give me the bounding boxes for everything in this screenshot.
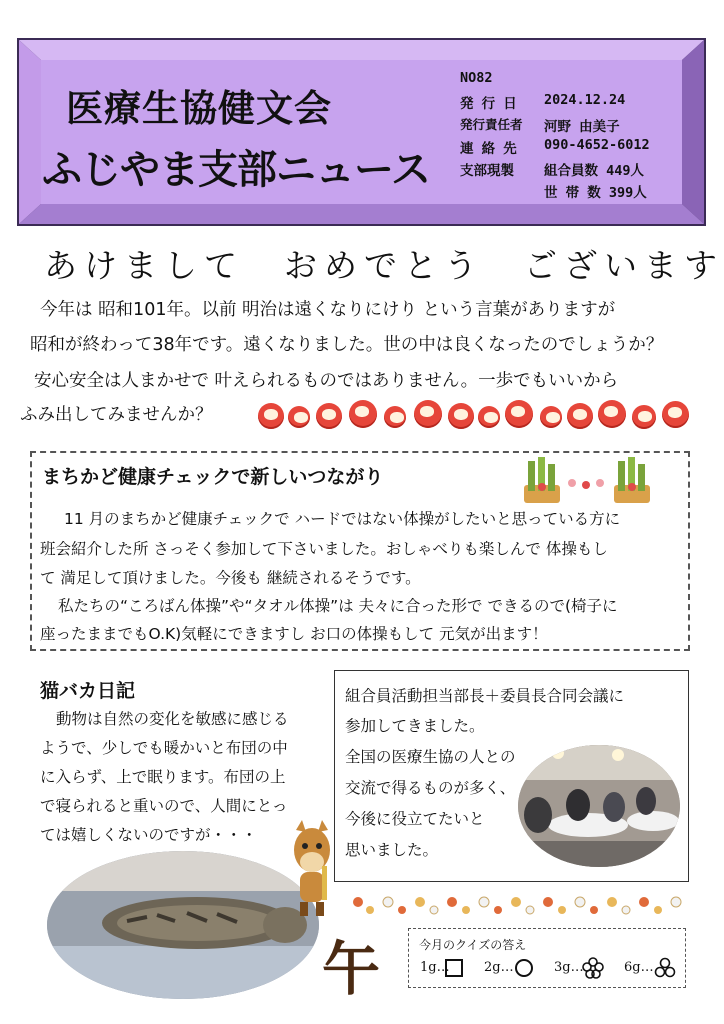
cat-diary-line: で寝られると重いので、人間にとっ xyxy=(40,797,288,815)
health-check-line: 私たちの“ころばん体操”や“タオル体操”は 夫々に合った形で できるので(椅子に xyxy=(58,597,618,615)
daruma-icon xyxy=(384,406,406,428)
cat-diary-title: 猫バカ日記 xyxy=(40,680,136,702)
daruma-icon xyxy=(662,401,689,428)
health-check-line: て 満足して頂けました。今後も 継続されるそうです。 xyxy=(40,569,421,587)
daruma-icon xyxy=(540,406,562,428)
editor-value: 河野 由美子 xyxy=(544,119,620,135)
daruma-icon xyxy=(414,400,442,428)
daruma-icon xyxy=(316,403,342,429)
health-check-line: 座ったままでもO.K)気軽にできますし お口の体操もして 元気が出ます！ xyxy=(40,625,548,643)
horse-kanji: 午 xyxy=(322,935,381,1003)
cat-diary-line: ては嬉しくないのですが・・・ xyxy=(40,826,258,844)
greeting-line: ふみ出してみませんか？ xyxy=(20,405,213,425)
greeting-line: 安心安全は人まかせで 叶えられるものではありません。一歩でもいいから xyxy=(34,371,619,391)
daruma-icon xyxy=(478,406,500,428)
meeting-line: 思いました。 xyxy=(345,841,439,859)
cat-photo xyxy=(47,851,319,999)
newsletter-title-line2: ふじやま支部ニュース xyxy=(42,147,430,193)
circle-icon xyxy=(514,958,534,978)
date-label: 発 行 日 xyxy=(460,96,517,112)
horse-mascot-icon xyxy=(282,820,342,920)
daruma-icon xyxy=(598,400,626,428)
contact-label: 連 絡 先 xyxy=(460,141,517,157)
kadomatsu-icon xyxy=(514,455,684,507)
trefoil-icon xyxy=(654,957,676,979)
newsletter-title-line1: 医療生協健文会 xyxy=(66,87,332,130)
editor-label: 発行責任者 xyxy=(460,117,523,132)
meeting-line: 組合員活動担当部長＋委員長合同会議に xyxy=(345,687,625,705)
meeting-photo xyxy=(518,745,680,867)
greeting-line: 今年は 昭和101年。以前 明治は遠くなりにけり という言葉がありますが xyxy=(40,300,616,320)
daruma-icon xyxy=(288,406,310,428)
meeting-line: 交流で得るものが多く、 xyxy=(345,779,516,797)
daruma-icon xyxy=(505,400,533,428)
quiz-title: 今月のクイズの答え xyxy=(419,938,527,952)
greeting-line: 昭和が終わって38年です。遠くなりました。世の中は良くなったのでしょうか？ xyxy=(30,335,664,355)
status-label: 支部現製 xyxy=(460,163,514,179)
quiz-answer-label: 6g… xyxy=(624,960,654,975)
quiz-answer-label: 2g… xyxy=(484,960,514,975)
health-check-line: 班会紹介した所 さっそく参加して下さいました。おしゃべりも楽しんで 体操もし xyxy=(40,540,608,558)
flower-icon xyxy=(582,957,604,979)
members-count: 組合員数 449人 xyxy=(544,163,645,179)
flower-border-decoration xyxy=(348,894,688,918)
daruma-icon xyxy=(632,405,656,429)
health-check-line: 11 月のまちかど健康チェックで ハードではない体操がしたいと思っている方に xyxy=(64,510,621,528)
cat-diary-line: に入らず、上で眠ります。布団の上 xyxy=(40,768,286,786)
cat-diary-line: ようで、少しでも暖かいと布団の中 xyxy=(40,739,288,757)
daruma-icon xyxy=(349,400,377,428)
daruma-icon xyxy=(258,403,284,429)
meeting-line: 全国の医療生協の人との xyxy=(345,748,516,766)
issue-number: NO82 xyxy=(460,70,493,86)
daruma-icon xyxy=(567,403,593,429)
meeting-line: 今後に役立てたいと xyxy=(345,810,485,828)
new-year-greeting: あけまして おめでとう ございます xyxy=(44,246,724,285)
date-value: 2024.12.24 xyxy=(544,92,626,108)
contact-value: 090-4652-6012 xyxy=(544,137,650,153)
quiz-answer-label: 3g… xyxy=(554,960,584,975)
households-count: 世 帯 数 399人 xyxy=(544,185,647,201)
square-icon xyxy=(444,958,464,978)
meeting-line: 参加してきました。 xyxy=(345,717,485,735)
cat-diary-line: 動物は自然の変化を敏感に感じる xyxy=(56,710,289,728)
health-check-title: まちかど健康チェックで新しいつながり xyxy=(42,466,384,488)
quiz-answer-label: 1g… xyxy=(420,960,450,975)
daruma-icon xyxy=(448,403,474,429)
